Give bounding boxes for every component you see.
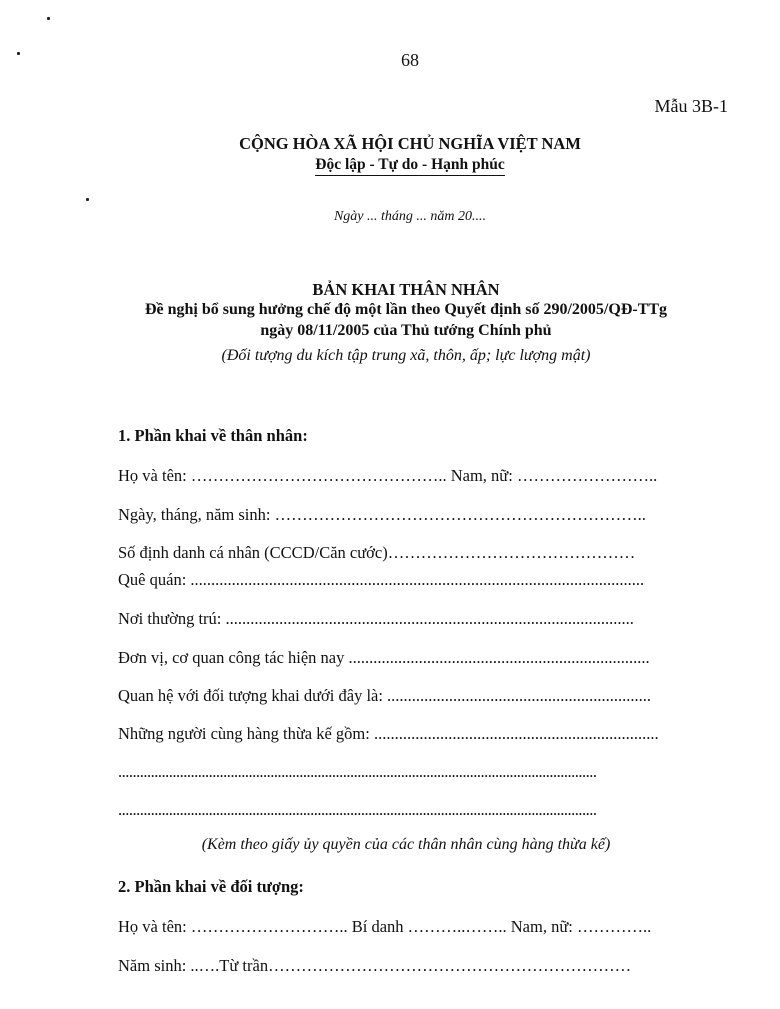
section-1-heading: 1. Phần khai về thân nhân: (118, 426, 308, 445)
scan-speck (86, 198, 89, 201)
field-co-heirs-continued-2[interactable]: .................................................................................................................................... (118, 800, 597, 819)
date-line: Ngày ... tháng ... năm 20.... (333, 209, 487, 224)
field-relative-hometown[interactable]: Quê quán: .............................................................................................................. (118, 570, 645, 589)
scan-speck (47, 17, 50, 20)
field-co-heirs[interactable]: Những người cùng hàng thừa kế gồm: ..................................................................... (118, 724, 659, 743)
section-1-note: (Kèm theo giấy ủy quyền của các thân nhân cùng hàng thừa kế) (201, 836, 611, 853)
page-number: 68 (401, 50, 419, 70)
field-relative-residence[interactable]: Nơi thường trú: ................................................................................................... (118, 609, 634, 628)
field-subject-birth-death[interactable]: Năm sinh: ..….Từ trần………………………………………………………… (118, 956, 632, 975)
document-subtitle-line-2: ngày 08/11/2005 của Thủ tướng Chính phủ (260, 322, 552, 339)
document-subtitle-line-1: Đề nghị bổ sung hưởng chế độ một lần theo Quyết định số 290/2005/QĐ-TTg (144, 301, 668, 318)
field-co-heirs-continued-1[interactable]: .................................................................................................................................... (118, 762, 597, 781)
field-relative-birthdate[interactable]: Ngày, tháng, năm sinh: ………………………………………………………….. (118, 505, 646, 524)
motto-text: Độc lập - Tự do - Hạnh phúc (315, 156, 504, 176)
national-title: CỘNG HÒA XÃ HỘI CHỦ NGHĨA VIỆT NAM (239, 134, 581, 153)
document-scope: (Đối tượng du kích tập trung xã, thôn, ấp; lực lượng mật) (221, 347, 591, 364)
field-relative-name[interactable]: Họ và tên: ……………………………………….. Nam, nữ: …………………….. (118, 466, 658, 485)
field-subject-name[interactable]: Họ và tên: ……………………….. Bí danh ………..…….. Nam, nữ: ………….. (118, 917, 652, 936)
field-relative-id-number[interactable]: Số định danh cá nhân (CCCD/Căn cước)……………………………………… (118, 543, 636, 562)
document-title: BẢN KHAI THÂN NHÂN (312, 280, 500, 299)
form-code: Mẫu 3B-1 (654, 96, 728, 116)
field-relationship[interactable]: Quan hệ với đối tượng khai dưới đây là: ................................................................ (118, 686, 652, 705)
national-motto (0, 156, 780, 174)
field-relative-workplace[interactable]: Đơn vị, cơ quan công tác hiện nay ......................................................................... (118, 648, 650, 667)
section-2-heading: 2. Phần khai về đối tượng: (118, 877, 304, 896)
